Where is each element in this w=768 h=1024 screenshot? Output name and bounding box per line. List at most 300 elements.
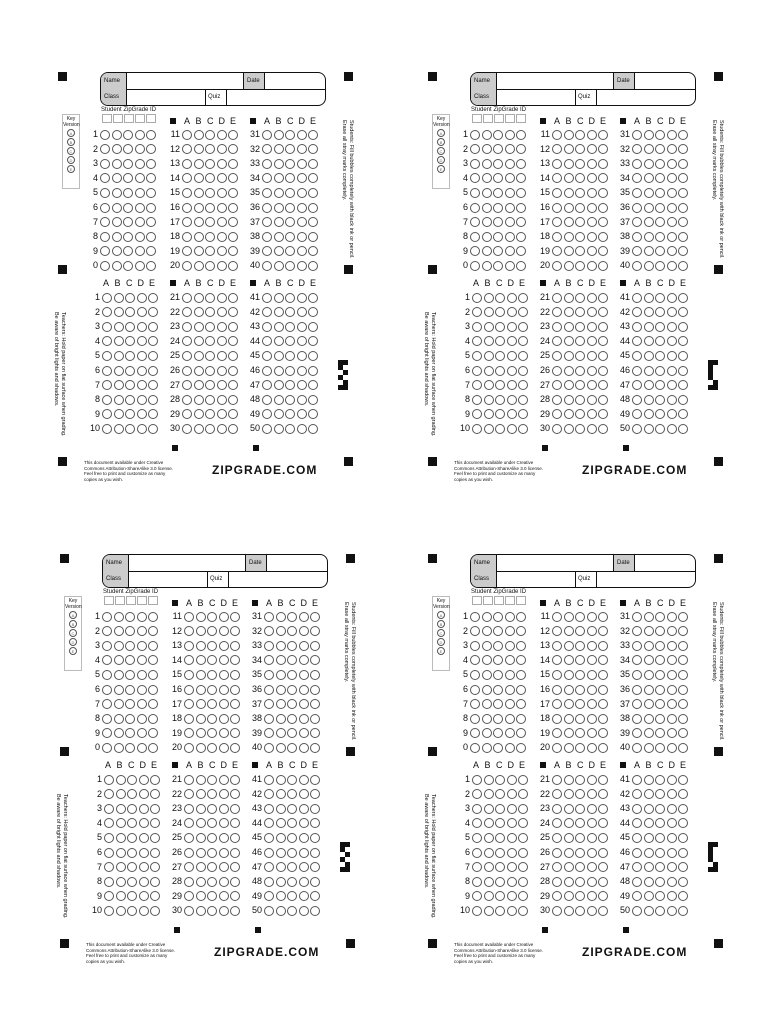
answer-bubble[interactable] xyxy=(274,380,284,390)
answer-bubble[interactable] xyxy=(125,714,135,724)
answer-bubble[interactable] xyxy=(482,728,492,738)
answer-bubble[interactable] xyxy=(564,307,574,317)
answer-bubble[interactable] xyxy=(274,336,284,346)
answer-bubble[interactable] xyxy=(564,641,574,651)
answer-bubble[interactable] xyxy=(552,336,562,346)
answer-bubble[interactable] xyxy=(632,307,642,317)
answer-bubble[interactable] xyxy=(505,670,515,680)
key-version-bubble[interactable]: C xyxy=(69,629,77,637)
answer-bubble[interactable] xyxy=(482,670,492,680)
answer-bubble[interactable] xyxy=(196,877,206,887)
answer-bubble[interactable] xyxy=(184,906,194,916)
answer-bubble[interactable] xyxy=(184,877,194,887)
answer-bubble[interactable] xyxy=(123,173,133,183)
answer-bubble[interactable] xyxy=(482,246,492,256)
answer-bubble[interactable] xyxy=(230,641,240,651)
answer-bubble[interactable] xyxy=(507,336,517,346)
answer-bubble[interactable] xyxy=(102,424,112,434)
answer-bubble[interactable] xyxy=(287,891,297,901)
answer-bubble[interactable] xyxy=(495,409,505,419)
answer-bubble[interactable] xyxy=(184,699,194,709)
answer-bubble[interactable] xyxy=(505,130,515,140)
answer-bubble[interactable] xyxy=(552,862,562,872)
answer-bubble[interactable] xyxy=(219,655,229,665)
answer-bubble[interactable] xyxy=(287,804,297,814)
answer-bubble[interactable] xyxy=(472,395,482,405)
answer-bubble[interactable] xyxy=(194,351,204,361)
answer-bubble[interactable] xyxy=(552,655,562,665)
answer-bubble[interactable] xyxy=(102,743,112,753)
answer-bubble[interactable] xyxy=(285,130,295,140)
answer-bubble[interactable] xyxy=(205,395,215,405)
answer-bubble[interactable] xyxy=(219,833,229,843)
answer-bubble[interactable] xyxy=(598,246,608,256)
class-field[interactable] xyxy=(497,89,575,105)
answer-bubble[interactable] xyxy=(505,626,515,636)
answer-bubble[interactable] xyxy=(299,818,309,828)
answer-bubble[interactable] xyxy=(276,833,286,843)
answer-bubble[interactable] xyxy=(505,714,515,724)
answer-bubble[interactable] xyxy=(470,144,480,154)
answer-bubble[interactable] xyxy=(102,380,112,390)
answer-bubble[interactable] xyxy=(507,322,517,332)
answer-bubble[interactable] xyxy=(516,130,526,140)
answer-bubble[interactable] xyxy=(127,848,137,858)
answer-bubble[interactable] xyxy=(472,848,482,858)
answer-bubble[interactable] xyxy=(598,775,608,785)
answer-bubble[interactable] xyxy=(678,173,688,183)
answer-bubble[interactable] xyxy=(598,641,608,651)
answer-bubble[interactable] xyxy=(505,159,515,169)
answer-bubble[interactable] xyxy=(575,307,585,317)
answer-bubble[interactable] xyxy=(114,714,124,724)
answer-bubble[interactable] xyxy=(150,862,160,872)
key-version-bubble[interactable]: A xyxy=(67,129,75,137)
answer-bubble[interactable] xyxy=(230,655,240,665)
answer-bubble[interactable] xyxy=(150,818,160,828)
answer-bubble[interactable] xyxy=(205,203,215,213)
answer-bubble[interactable] xyxy=(644,232,654,242)
answer-bubble[interactable] xyxy=(182,322,192,332)
answer-bubble[interactable] xyxy=(262,336,272,346)
answer-bubble[interactable] xyxy=(114,699,124,709)
answer-bubble[interactable] xyxy=(587,670,597,680)
answer-bubble[interactable] xyxy=(104,833,114,843)
answer-bubble[interactable] xyxy=(297,351,307,361)
answer-bubble[interactable] xyxy=(125,351,135,361)
answer-bubble[interactable] xyxy=(632,612,642,622)
answer-bubble[interactable] xyxy=(667,395,677,405)
answer-bubble[interactable] xyxy=(598,424,608,434)
answer-bubble[interactable] xyxy=(139,848,149,858)
key-version-bubble[interactable]: D xyxy=(437,156,445,164)
answer-bubble[interactable] xyxy=(297,188,307,198)
answer-bubble[interactable] xyxy=(262,395,272,405)
answer-bubble[interactable] xyxy=(137,641,147,651)
answer-bubble[interactable] xyxy=(598,789,608,799)
answer-bubble[interactable] xyxy=(472,380,482,390)
answer-bubble[interactable] xyxy=(632,293,642,303)
answer-bubble[interactable] xyxy=(575,246,585,256)
answer-bubble[interactable] xyxy=(575,775,585,785)
answer-bubble[interactable] xyxy=(308,293,318,303)
answer-bubble[interactable] xyxy=(678,188,688,198)
answer-bubble[interactable] xyxy=(297,366,307,376)
answer-bubble[interactable] xyxy=(182,159,192,169)
answer-bubble[interactable] xyxy=(644,891,654,901)
answer-bubble[interactable] xyxy=(564,685,574,695)
answer-bubble[interactable] xyxy=(137,351,147,361)
answer-bubble[interactable] xyxy=(518,351,528,361)
answer-bubble[interactable] xyxy=(667,336,677,346)
answer-bubble[interactable] xyxy=(632,714,642,724)
answer-bubble[interactable] xyxy=(484,862,494,872)
answer-bubble[interactable] xyxy=(632,232,642,242)
answer-bubble[interactable] xyxy=(484,351,494,361)
answer-bubble[interactable] xyxy=(137,626,147,636)
answer-bubble[interactable] xyxy=(575,336,585,346)
answer-bubble[interactable] xyxy=(299,641,309,651)
answer-bubble[interactable] xyxy=(495,322,505,332)
answer-bubble[interactable] xyxy=(112,173,122,183)
answer-bubble[interactable] xyxy=(598,714,608,724)
answer-bubble[interactable] xyxy=(196,714,206,724)
answer-bubble[interactable] xyxy=(552,877,562,887)
answer-bubble[interactable] xyxy=(516,670,526,680)
answer-bubble[interactable] xyxy=(516,655,526,665)
answer-bubble[interactable] xyxy=(135,130,145,140)
answer-bubble[interactable] xyxy=(598,159,608,169)
answer-bubble[interactable] xyxy=(632,159,642,169)
answer-bubble[interactable] xyxy=(114,351,124,361)
answer-bubble[interactable] xyxy=(644,188,654,198)
answer-bubble[interactable] xyxy=(276,818,286,828)
answer-bubble[interactable] xyxy=(505,261,515,271)
answer-bubble[interactable] xyxy=(104,789,114,799)
answer-bubble[interactable] xyxy=(217,188,227,198)
answer-bubble[interactable] xyxy=(285,203,295,213)
answer-bubble[interactable] xyxy=(587,246,597,256)
answer-bubble[interactable] xyxy=(264,789,274,799)
answer-bubble[interactable] xyxy=(219,699,229,709)
answer-bubble[interactable] xyxy=(207,804,217,814)
answer-bubble[interactable] xyxy=(575,293,585,303)
answer-bubble[interactable] xyxy=(217,159,227,169)
answer-bubble[interactable] xyxy=(472,322,482,332)
key-version-bubble[interactable]: B xyxy=(437,138,445,146)
answer-bubble[interactable] xyxy=(230,728,240,738)
answer-bubble[interactable] xyxy=(274,322,284,332)
answer-bubble[interactable] xyxy=(135,159,145,169)
answer-bubble[interactable] xyxy=(207,641,217,651)
answer-bubble[interactable] xyxy=(575,612,585,622)
answer-bubble[interactable] xyxy=(100,159,110,169)
answer-bubble[interactable] xyxy=(274,217,284,227)
answer-bubble[interactable] xyxy=(507,789,517,799)
answer-bubble[interactable] xyxy=(274,351,284,361)
answer-bubble[interactable] xyxy=(482,173,492,183)
answer-bubble[interactable] xyxy=(230,891,240,901)
answer-bubble[interactable] xyxy=(205,424,215,434)
answer-bubble[interactable] xyxy=(228,261,238,271)
answer-bubble[interactable] xyxy=(482,626,492,636)
key-version-bubble[interactable]: D xyxy=(67,156,75,164)
answer-bubble[interactable] xyxy=(262,307,272,317)
answer-bubble[interactable] xyxy=(516,641,526,651)
answer-bubble[interactable] xyxy=(194,217,204,227)
answer-bubble[interactable] xyxy=(182,380,192,390)
answer-bubble[interactable] xyxy=(127,862,137,872)
answer-bubble[interactable] xyxy=(196,906,206,916)
answer-bubble[interactable] xyxy=(493,246,503,256)
answer-bubble[interactable] xyxy=(667,612,677,622)
answer-bubble[interactable] xyxy=(587,144,597,154)
answer-bubble[interactable] xyxy=(493,641,503,651)
answer-bubble[interactable] xyxy=(114,293,124,303)
answer-bubble[interactable] xyxy=(182,144,192,154)
answer-bubble[interactable] xyxy=(148,655,158,665)
answer-bubble[interactable] xyxy=(276,699,286,709)
answer-bubble[interactable] xyxy=(632,655,642,665)
answer-bubble[interactable] xyxy=(655,906,665,916)
answer-bubble[interactable] xyxy=(564,848,574,858)
answer-bubble[interactable] xyxy=(564,261,574,271)
answer-bubble[interactable] xyxy=(230,743,240,753)
answer-bubble[interactable] xyxy=(470,188,480,198)
answer-bubble[interactable] xyxy=(552,232,562,242)
answer-bubble[interactable] xyxy=(575,409,585,419)
answer-bubble[interactable] xyxy=(505,728,515,738)
answer-bubble[interactable] xyxy=(678,626,688,636)
answer-bubble[interactable] xyxy=(632,804,642,814)
answer-bubble[interactable] xyxy=(308,366,318,376)
answer-bubble[interactable] xyxy=(150,775,160,785)
answer-bubble[interactable] xyxy=(123,246,133,256)
answer-bubble[interactable] xyxy=(632,789,642,799)
answer-bubble[interactable] xyxy=(655,862,665,872)
answer-bubble[interactable] xyxy=(655,130,665,140)
answer-bubble[interactable] xyxy=(587,336,597,346)
answer-bubble[interactable] xyxy=(104,818,114,828)
answer-bubble[interactable] xyxy=(678,891,688,901)
answer-bubble[interactable] xyxy=(644,714,654,724)
answer-bubble[interactable] xyxy=(182,307,192,317)
answer-bubble[interactable] xyxy=(207,877,217,887)
answer-bubble[interactable] xyxy=(598,818,608,828)
answer-bubble[interactable] xyxy=(552,833,562,843)
answer-bubble[interactable] xyxy=(678,307,688,317)
student-id-digit-box[interactable] xyxy=(505,596,515,605)
answer-bubble[interactable] xyxy=(587,395,597,405)
answer-bubble[interactable] xyxy=(552,775,562,785)
answer-bubble[interactable] xyxy=(678,833,688,843)
answer-bubble[interactable] xyxy=(667,685,677,695)
answer-bubble[interactable] xyxy=(287,877,297,887)
answer-bubble[interactable] xyxy=(632,685,642,695)
student-id-digit-box[interactable] xyxy=(516,114,526,123)
answer-bubble[interactable] xyxy=(285,261,295,271)
answer-bubble[interactable] xyxy=(207,626,217,636)
answer-bubble[interactable] xyxy=(644,159,654,169)
answer-bubble[interactable] xyxy=(575,862,585,872)
answer-bubble[interactable] xyxy=(655,818,665,828)
student-id-digit-box[interactable] xyxy=(483,114,493,123)
answer-bubble[interactable] xyxy=(632,862,642,872)
answer-bubble[interactable] xyxy=(308,217,318,227)
answer-bubble[interactable] xyxy=(552,670,562,680)
answer-bubble[interactable] xyxy=(285,322,295,332)
answer-bubble[interactable] xyxy=(114,743,124,753)
answer-bubble[interactable] xyxy=(470,670,480,680)
answer-bubble[interactable] xyxy=(587,728,597,738)
answer-bubble[interactable] xyxy=(102,641,112,651)
answer-bubble[interactable] xyxy=(123,261,133,271)
answer-bubble[interactable] xyxy=(274,130,284,140)
answer-bubble[interactable] xyxy=(484,293,494,303)
answer-bubble[interactable] xyxy=(470,699,480,709)
answer-bubble[interactable] xyxy=(219,848,229,858)
answer-bubble[interactable] xyxy=(230,789,240,799)
answer-bubble[interactable] xyxy=(516,728,526,738)
answer-bubble[interactable] xyxy=(308,246,318,256)
answer-bubble[interactable] xyxy=(632,641,642,651)
answer-bubble[interactable] xyxy=(655,877,665,887)
answer-bubble[interactable] xyxy=(217,246,227,256)
answer-bubble[interactable] xyxy=(196,685,206,695)
answer-bubble[interactable] xyxy=(114,685,124,695)
answer-bubble[interactable] xyxy=(207,655,217,665)
answer-bubble[interactable] xyxy=(196,612,206,622)
answer-bubble[interactable] xyxy=(299,743,309,753)
answer-bubble[interactable] xyxy=(655,144,665,154)
answer-bubble[interactable] xyxy=(507,906,517,916)
student-id-digit-box[interactable] xyxy=(516,596,526,605)
answer-bubble[interactable] xyxy=(552,641,562,651)
answer-bubble[interactable] xyxy=(184,775,194,785)
answer-bubble[interactable] xyxy=(146,173,156,183)
answer-bubble[interactable] xyxy=(194,261,204,271)
answer-bubble[interactable] xyxy=(644,307,654,317)
answer-bubble[interactable] xyxy=(575,877,585,887)
answer-bubble[interactable] xyxy=(285,188,295,198)
answer-bubble[interactable] xyxy=(137,655,147,665)
answer-bubble[interactable] xyxy=(482,685,492,695)
answer-bubble[interactable] xyxy=(139,877,149,887)
answer-bubble[interactable] xyxy=(552,395,562,405)
answer-bubble[interactable] xyxy=(598,293,608,303)
answer-bubble[interactable] xyxy=(495,848,505,858)
answer-bubble[interactable] xyxy=(644,395,654,405)
answer-bubble[interactable] xyxy=(678,612,688,622)
answer-bubble[interactable] xyxy=(182,366,192,376)
answer-bubble[interactable] xyxy=(228,188,238,198)
answer-bubble[interactable] xyxy=(274,232,284,242)
answer-bubble[interactable] xyxy=(217,409,227,419)
answer-bubble[interactable] xyxy=(552,173,562,183)
answer-bubble[interactable] xyxy=(667,307,677,317)
answer-bubble[interactable] xyxy=(644,217,654,227)
answer-bubble[interactable] xyxy=(125,395,135,405)
answer-bubble[interactable] xyxy=(518,336,528,346)
answer-bubble[interactable] xyxy=(507,307,517,317)
answer-bubble[interactable] xyxy=(184,833,194,843)
answer-bubble[interactable] xyxy=(262,246,272,256)
answer-bubble[interactable] xyxy=(125,699,135,709)
answer-bubble[interactable] xyxy=(667,366,677,376)
answer-bubble[interactable] xyxy=(667,424,677,434)
answer-bubble[interactable] xyxy=(507,380,517,390)
answer-bubble[interactable] xyxy=(575,804,585,814)
student-id-digit-box[interactable] xyxy=(135,114,145,123)
answer-bubble[interactable] xyxy=(495,307,505,317)
answer-bubble[interactable] xyxy=(230,833,240,843)
answer-bubble[interactable] xyxy=(102,655,112,665)
answer-bubble[interactable] xyxy=(667,848,677,858)
answer-bubble[interactable] xyxy=(507,891,517,901)
answer-bubble[interactable] xyxy=(632,322,642,332)
answer-bubble[interactable] xyxy=(184,641,194,651)
answer-bubble[interactable] xyxy=(137,714,147,724)
key-version-bubble[interactable]: E xyxy=(69,647,77,655)
answer-bubble[interactable] xyxy=(632,775,642,785)
answer-bubble[interactable] xyxy=(148,612,158,622)
answer-bubble[interactable] xyxy=(678,203,688,213)
answer-bubble[interactable] xyxy=(598,188,608,198)
answer-bubble[interactable] xyxy=(655,261,665,271)
answer-bubble[interactable] xyxy=(116,906,126,916)
answer-bubble[interactable] xyxy=(495,380,505,390)
answer-bubble[interactable] xyxy=(182,246,192,256)
answer-bubble[interactable] xyxy=(285,395,295,405)
answer-bubble[interactable] xyxy=(644,789,654,799)
answer-bubble[interactable] xyxy=(644,293,654,303)
answer-bubble[interactable] xyxy=(264,877,274,887)
answer-bubble[interactable] xyxy=(587,877,597,887)
answer-bubble[interactable] xyxy=(484,307,494,317)
answer-bubble[interactable] xyxy=(587,891,597,901)
answer-bubble[interactable] xyxy=(217,366,227,376)
answer-bubble[interactable] xyxy=(482,159,492,169)
answer-bubble[interactable] xyxy=(264,626,274,636)
answer-bubble[interactable] xyxy=(575,833,585,843)
answer-bubble[interactable] xyxy=(287,685,297,695)
date-field[interactable] xyxy=(265,73,325,89)
answer-bubble[interactable] xyxy=(148,351,158,361)
name-field[interactable] xyxy=(497,73,613,89)
answer-bubble[interactable] xyxy=(102,626,112,636)
answer-bubble[interactable] xyxy=(310,743,320,753)
answer-bubble[interactable] xyxy=(196,743,206,753)
student-id-digit-box[interactable] xyxy=(148,596,158,605)
answer-bubble[interactable] xyxy=(632,848,642,858)
answer-bubble[interactable] xyxy=(575,685,585,695)
answer-bubble[interactable] xyxy=(310,685,320,695)
answer-bubble[interactable] xyxy=(667,655,677,665)
answer-bubble[interactable] xyxy=(516,173,526,183)
answer-bubble[interactable] xyxy=(495,818,505,828)
answer-bubble[interactable] xyxy=(194,188,204,198)
answer-bubble[interactable] xyxy=(219,789,229,799)
answer-bubble[interactable] xyxy=(262,293,272,303)
answer-bubble[interactable] xyxy=(297,203,307,213)
answer-bubble[interactable] xyxy=(217,336,227,346)
answer-bubble[interactable] xyxy=(495,293,505,303)
answer-bubble[interactable] xyxy=(264,685,274,695)
answer-bubble[interactable] xyxy=(575,130,585,140)
answer-bubble[interactable] xyxy=(287,906,297,916)
answer-bubble[interactable] xyxy=(493,670,503,680)
answer-bubble[interactable] xyxy=(564,351,574,361)
